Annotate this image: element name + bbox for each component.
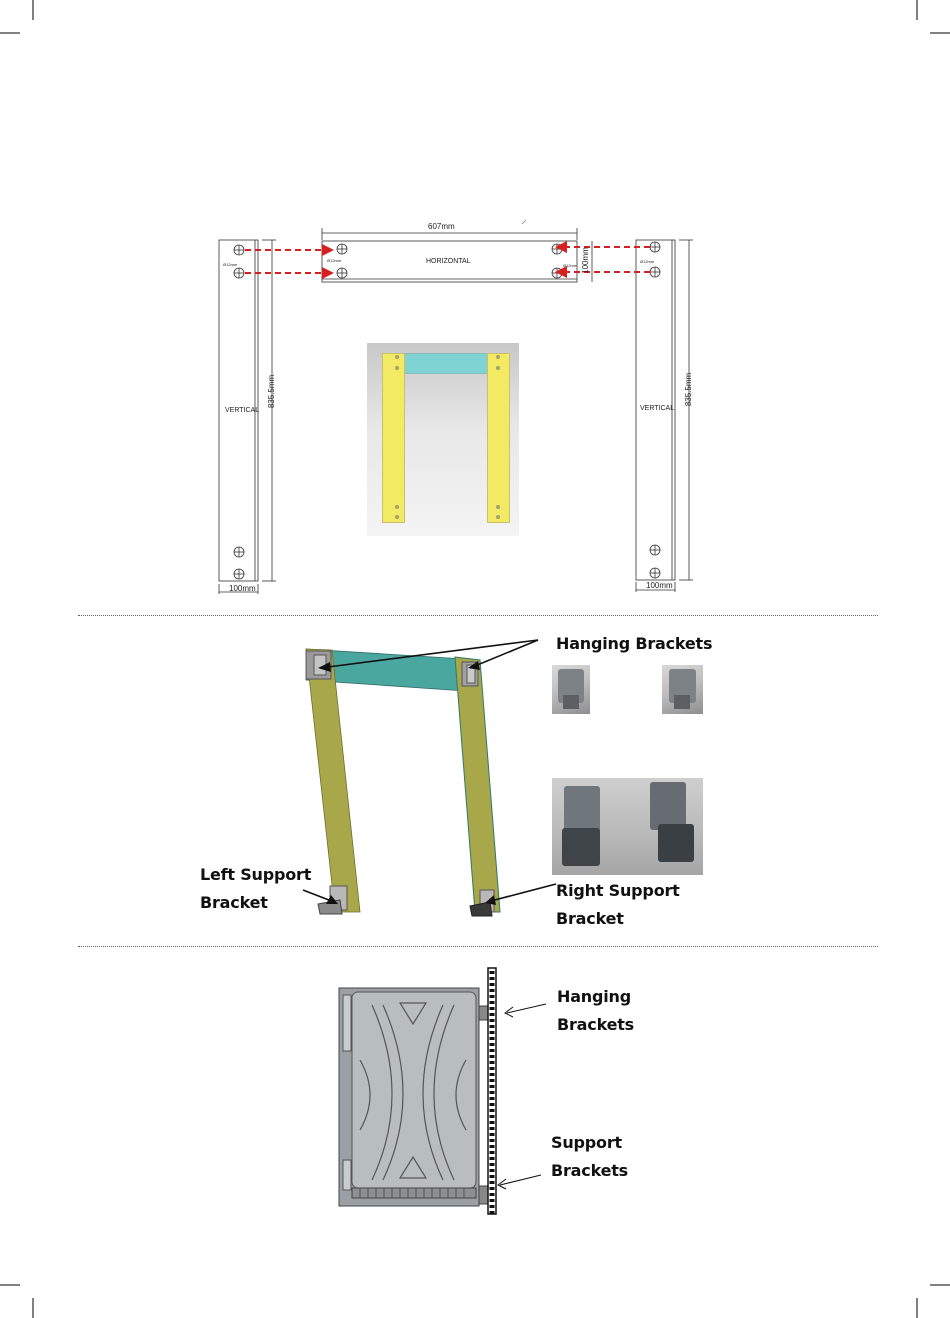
right-vertical-length: 835.5mm — [684, 372, 694, 407]
mounted-hanging-label — [557, 983, 634, 1039]
mounted-hanging-label-line1: Hanging — [557, 987, 631, 1006]
left-support-label-line1: Left Support — [200, 865, 312, 884]
svg-text:Ø12mm: Ø12mm — [640, 259, 655, 264]
mounted-support-label-line2: Brackets — [551, 1161, 629, 1180]
mounted-support-label — [551, 1129, 628, 1185]
left-support-label-line2: Bracket — [200, 893, 268, 912]
right-support-label-line2: Bracket — [556, 909, 624, 928]
hanging-brackets-label: Hanging Brackets — [556, 634, 713, 653]
mounted-support-label-line1: Support — [551, 1133, 622, 1152]
horizontal-width-dimension: 607mm — [428, 222, 455, 231]
left-vertical-width: 100mm — [229, 584, 256, 593]
svg-text:Ø12mm: Ø12mm — [563, 263, 578, 268]
svg-text:Ø12mm: Ø12mm — [327, 258, 342, 263]
left-vertical-label: VERTICAL — [225, 407, 260, 414]
left-vertical-length: 835.5mm — [267, 374, 277, 409]
horizontal-bar-label: HORIZONTAL — [426, 258, 471, 265]
mounted-hanging-label-line2: Brackets — [557, 1015, 635, 1034]
horizontal-height-dimension: 100mm — [580, 247, 590, 274]
svg-text:Ø12mm: Ø12mm — [223, 262, 238, 267]
right-vertical-width: 100mm — [646, 581, 673, 590]
right-vertical-label: VERTICAL — [640, 405, 675, 412]
right-support-label-line1: Right Support — [556, 881, 680, 900]
wall-hatch — [490, 971, 495, 1214]
